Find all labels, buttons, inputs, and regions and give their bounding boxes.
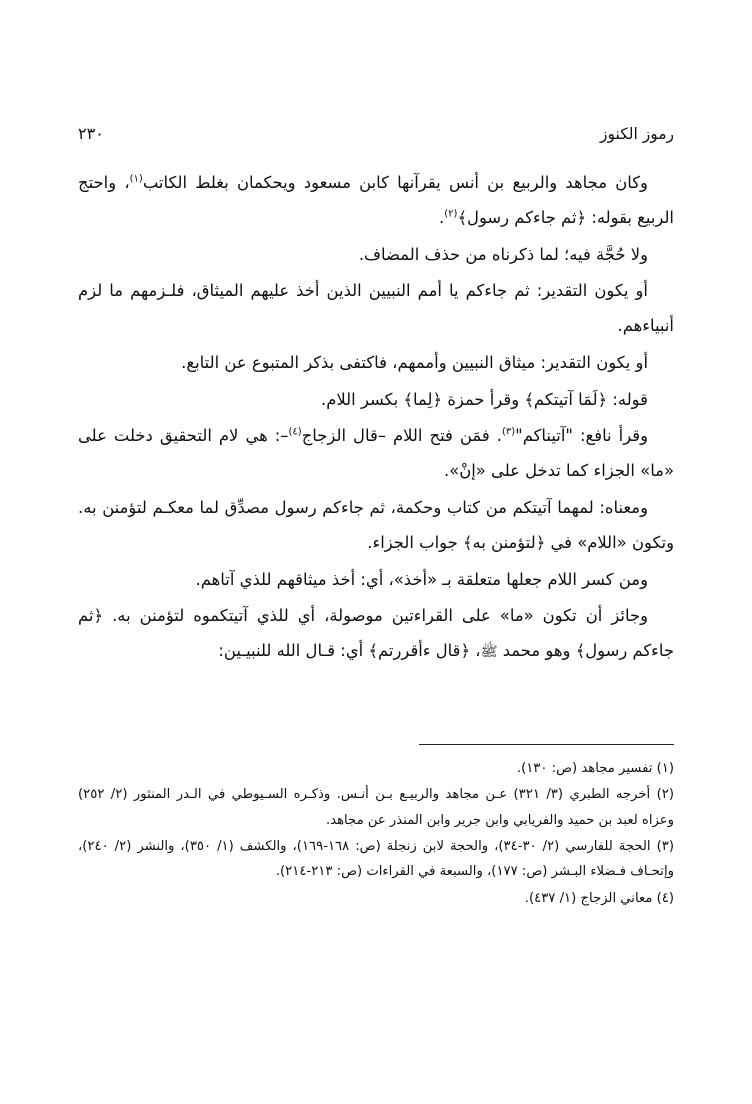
- footnote-separator: [419, 744, 674, 745]
- footnotes: [78, 756, 674, 912]
- paragraph: ومعناه: لمهما آتيتكم من كتاب وحكمة، ثم جاءكم رسول مصدِّق لما معكـم لتؤمنن به. وتكون «اللام» في ﴿لتؤمنن به﴾ جواب الجزاء.: [78, 498, 674, 552]
- paragraph: أو يكون التقدير: ثم جاءكم يا أمم النبيين الذين أخذ عليهم الميثاق، فلـزمهم ما لزم أنبياءهم.: [78, 281, 674, 336]
- paragraph: ولا حُجَّة فيه؛ لما ذكرناه من حذف المضاف.: [358, 244, 648, 264]
- paragraph: وكان مجاهد والربيع بن أنس يقرآنها كابن مسعود ويحكمان بغلط الكاتب$^{(١)}$، واحتج الربيع بقوله: ﴿ثم جاءكم رسول﴾$^{(٢)}$.: [78, 173, 674, 227]
- body-text: [78, 166, 674, 671]
- page-number: ٢٣٠: [78, 124, 104, 143]
- footnote-item: (١) تفسير مجاهد (ص: ١٣٠).: [516, 761, 674, 776]
- footnote-item: (٤) معاني الزجاج (١/ ٤٣٧).: [524, 890, 674, 906]
- paragraph: وجائز أن تكون «ما» على القراءتين موصولة، أي للذي آتيتكموه لتؤمنن به. ﴿ثم جاءكم رسول﴾ وهو محمد ﷺ، ﴿قال ءأقررتم﴾ أي: قـال الله للنبيـين:: [78, 606, 674, 661]
- paragraph: ومن كسر اللام جعلها متعلقة بـ «أخذ»، أي: أخذ ميثاقهم للذي آتاهم.: [195, 569, 648, 589]
- page-header: [78, 124, 674, 143]
- paragraph: وقرأ نافع: "آتيناكم"$^{(٣)}$. فمَن فتح اللام –قال الزجاج$^{(٤)}$–: هي لام التحقيق دخلت على «ما» الجزاء كما تدخل على «إنْ».: [78, 426, 674, 481]
- paragraph: أو يكون التقدير: ميثاق النبيين وأممهم، فاكتفى بذكر المتبوع عن التابع.: [181, 352, 648, 372]
- paragraph: قوله: ﴿لَمَا آتيتكم﴾ وقرأ حمزة ﴿لِما﴾ بكسر اللام.: [321, 389, 648, 409]
- book-title: رموز الكنوز: [600, 125, 674, 143]
- footnote-item: (٣) الحجة للفارسي (٢/ ٣٠-٣٤)، والحجة لابن زنجلة (ص: ١٦٨-١٦٩)، والكشف (١/ ٣٥٠)، والنشر (٢/ ٢٤٠)، وإتحـاف فـضلاء البـشر (ص: ١٧٧)، والسبعة في القراءات (ص: ٢١٣-٢١٤).: [78, 839, 674, 880]
- footnote-item: (٢) أخرجه الطبري (٣/ ٣٢١) عـن مجاهد والربيـع بـن أنـس. وذكـره السـيوطي في الـدر المنثور (٢/ ٢٥٢) وعزاه لعبد بن حميد والفريابي وابن جرير وابن المنذر عن مجاهد.: [78, 787, 675, 828]
